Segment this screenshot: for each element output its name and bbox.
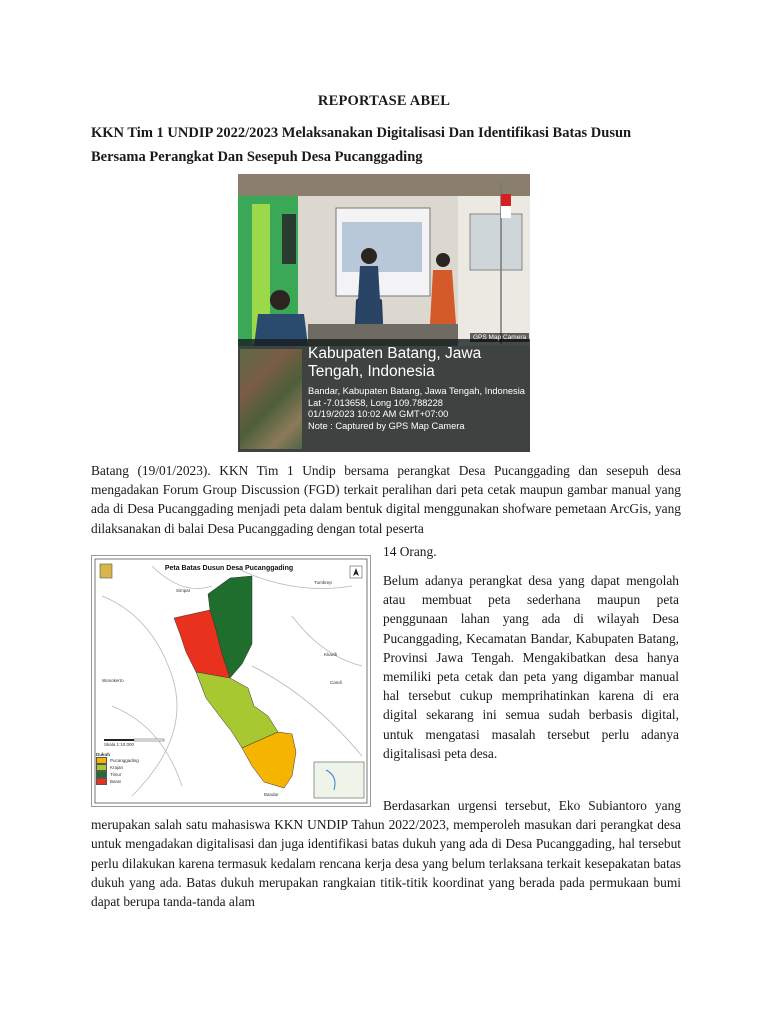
legend-item: Timur bbox=[96, 771, 216, 778]
map-title: Peta Batas Dusun Desa Pucanggading bbox=[164, 565, 294, 572]
legend-item: Krajan bbox=[96, 764, 216, 771]
legend-item: Barat bbox=[96, 778, 216, 785]
gps-details bbox=[308, 386, 528, 432]
legend-item: Pucanggading bbox=[96, 757, 216, 764]
gps-location-title: Kabupaten Batang, Jawa Tengah, Indonesia bbox=[308, 345, 482, 380]
event-photo bbox=[238, 174, 530, 452]
map-label: Wonokerto bbox=[102, 678, 124, 683]
map-label: Kluwih bbox=[324, 652, 338, 657]
gps-coordinates: Lat -7.013658, Long 109.788228 bbox=[308, 397, 443, 408]
paragraph-1: Batang (19/01/2023). KKN Tim 1 Undip bersama perangkat Desa Pucanggading dan sesepuh desa mengadakan Forum Group Discussion (FGD) terkait peralihan dari peta cetak maupun gambar manual yang ada di Desa Pucanggading menjadi peta dalam bentuk digital menggunakan shofware pemetaan ArcGis, yang dilaksanakan di balai Desa Pucanggading dengan total peserta bbox=[91, 463, 681, 536]
dusun-boundary-map bbox=[91, 555, 371, 807]
gps-address: Bandar, Kabupaten Batang, Jawa Tengah, Indonesia bbox=[308, 386, 525, 396]
satellite-thumbnail bbox=[240, 349, 302, 449]
article-headline: KKN Tim 1 UNDIP 2022/2023 Melaksanakan Digitalisasi Dan Identifikasi Batas Dusun Bersama Perangkat Dan Sesepuh Desa Pucanggading bbox=[91, 125, 632, 165]
paragraph-3: Berdasarkan urgensi tersebut, Eko Subiantoro yang merupakan salah satu mahasiswa KKN UNDIP Tahun 2022/2023, memperoleh masukan dari perangkat desa untuk mengadakan digitalisasi dan juga identifikasi batas dukuh yang ada di Desa Pucanggading, hal tersebut perlu dilakukan karena termasuk kedalam rencana kerja desa yang belum terlaksana terkait kesepakatan batas dukuh yang ada. Batas dukuh merupakan rangkaian titik-titik koordinat yang berada pada permukaan bumi dapat berupa tanda-tanda alam bbox=[91, 798, 681, 910]
map-scale: Skala 1:10.000 bbox=[104, 742, 135, 747]
map-legend bbox=[96, 752, 216, 785]
paragraph-1-tail: 14 Orang. bbox=[383, 544, 437, 559]
legend-heading: Dukuh bbox=[96, 752, 110, 757]
gps-note: Note : Captured by GPS Map Camera bbox=[308, 420, 465, 431]
map-label: Tumbrep bbox=[314, 580, 332, 585]
paragraph-2: Belum adanya perangkat desa yang dapat mengolah atau membuat peta sederhana maupun peta penggunaan lahan yang ada di wilayah Desa Pucanggading, Kecamatan Bandar, Kabupaten Batang, Provinsi Jawa Tengah. Mengakibatkan desa hanya memiliki peta cetak dan peta yang digambar manual hal tersebut cukup memprihatinkan karena di era digital sekarang ini semua sudah berbasis digital, untuk mengatasi masalah tersebut perlu adanya digitalisasi peta desa. bbox=[383, 573, 679, 761]
gps-map-camera-badge: GPS Map Camera bbox=[470, 333, 529, 342]
map-label: Bandar bbox=[264, 792, 279, 797]
map-label: Simpar bbox=[176, 588, 191, 593]
page-title: REPORTASE ABEL bbox=[317, 93, 451, 109]
map-label: Candi bbox=[330, 680, 342, 685]
gps-timestamp: 01/19/2023 10:02 AM GMT+07:00 bbox=[308, 409, 449, 420]
